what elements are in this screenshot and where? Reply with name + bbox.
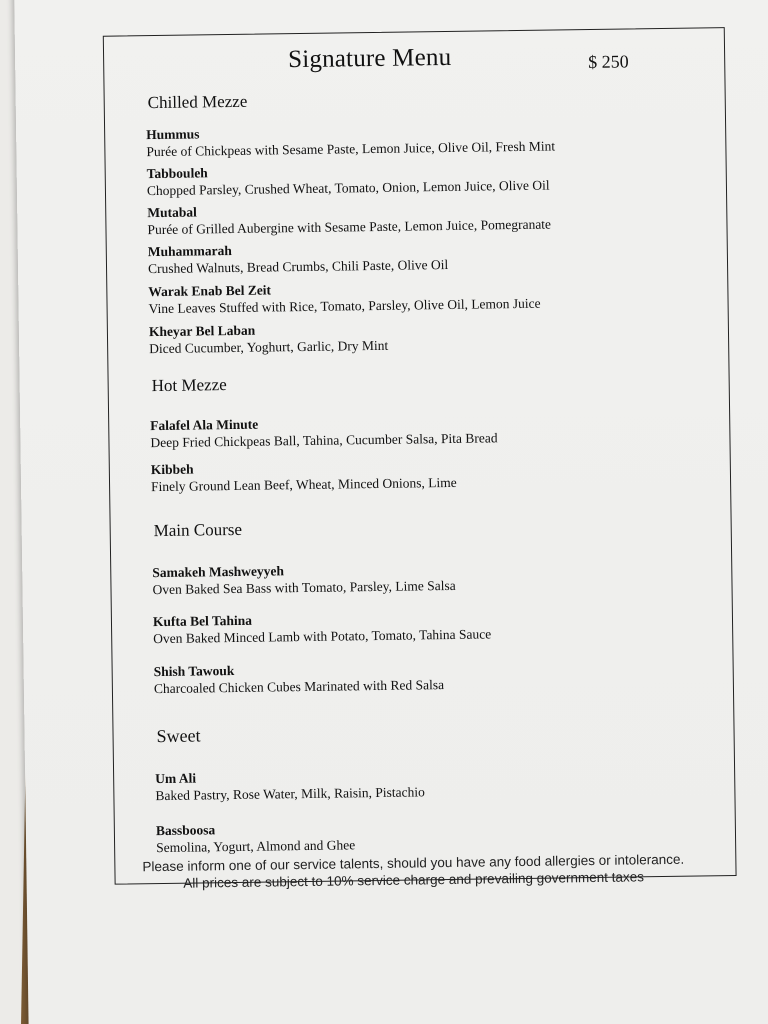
- menu-item-name: Kheyar Bel Laban: [148, 322, 256, 340]
- footer-service-charge-note: All prices are subject to 10% service charge and prevailing government taxes: [183, 869, 645, 891]
- menu-item-name: Falafel Ala Minute: [150, 416, 259, 434]
- menu-item-description: Charcoaled Chicken Cubes Marinated with Red Salsa: [153, 677, 445, 697]
- menu-title: Signature Menu: [287, 43, 452, 74]
- menu-item: [156, 816, 626, 857]
- menu-item-name: Hummus: [146, 126, 200, 143]
- menu-item: [155, 764, 625, 805]
- menu-price: $ 250: [588, 51, 629, 72]
- menu-item-description: Purée of Chickpeas with Sesame Paste, Lemon Juice, Olive Oil, Fresh Mint: [146, 138, 556, 160]
- menu-item-name: Bassboosa: [155, 822, 216, 839]
- menu-item-description: Finely Ground Lean Beef, Wheat, Minced Onions, Lime: [150, 474, 457, 495]
- menu-item-description: Baked Pastry, Rose Water, Milk, Raisin, Pistachio: [155, 784, 425, 804]
- menu-item: [148, 277, 618, 318]
- menu-item-description: Vine Leaves Stuffed with Rice, Tomato, Parsley, Olive Oil, Lemon Juice: [148, 295, 541, 317]
- menu-item-name: Tabbouleh: [146, 165, 208, 182]
- menu-item-description: Semolina, Yogurt, Almond and Ghee: [156, 837, 356, 856]
- section-heading-sweet: Sweet: [156, 725, 201, 747]
- menu-item-name: Muhammarah: [147, 242, 232, 260]
- menu-item: [147, 159, 617, 200]
- menu-item: [146, 120, 616, 161]
- menu-item-description: Crushed Walnuts, Bread Crumbs, Chili Paste, Olive Oil: [147, 256, 449, 277]
- menu-item: [150, 411, 620, 452]
- menu-item-name: Shish Tawouk: [153, 662, 235, 680]
- menu-item: [147, 198, 617, 239]
- menu-item: [148, 237, 618, 278]
- menu-item-name: Um Ali: [155, 770, 197, 787]
- footer-allergy-note: Please inform one of our service talents, should you have any food allergies or intolerance.: [142, 851, 685, 875]
- menu-item-description: Purée of Grilled Aubergine with Sesame Paste, Lemon Juice, Pomegranate: [147, 216, 552, 238]
- section-heading-chilled-mezze: Chilled Mezze: [147, 91, 248, 113]
- menu-item-description: Oven Baked Minced Lamb with Potato, Tomato, Tahina Sauce: [153, 626, 492, 647]
- menu-item: [149, 317, 619, 358]
- menu-item-description: Diced Cucumber, Yoghurt, Garlic, Dry Mint: [149, 337, 389, 357]
- menu-item-description: Deep Fried Chickpeas Ball, Tahina, Cucumber Salsa, Pita Bread: [150, 430, 498, 451]
- menu-item-name: Warak Enab Bel Zeit: [148, 282, 272, 300]
- menu-item-name: Mutabal: [147, 204, 197, 221]
- menu-item-description: Oven Baked Sea Bass with Tomato, Parsley, Lime Salsa: [152, 577, 456, 598]
- menu-item-description: Chopped Parsley, Crushed Wheat, Tomato, Onion, Lemon Juice, Olive Oil: [146, 177, 550, 199]
- menu-item: [152, 558, 622, 599]
- menu-item: [151, 455, 621, 496]
- menu-item-name: Kufta Bel Tahina: [152, 612, 253, 630]
- menu-item-name: Kibbeh: [150, 461, 194, 478]
- menu-item: [154, 657, 624, 698]
- section-heading-main-course: Main Course: [153, 519, 243, 541]
- section-heading-hot-mezze: Hot Mezze: [151, 375, 227, 396]
- menu-item-name: Samakeh Mashweyyeh: [152, 563, 285, 581]
- menu-paper: [14, 0, 768, 1024]
- menu-item: [153, 607, 623, 648]
